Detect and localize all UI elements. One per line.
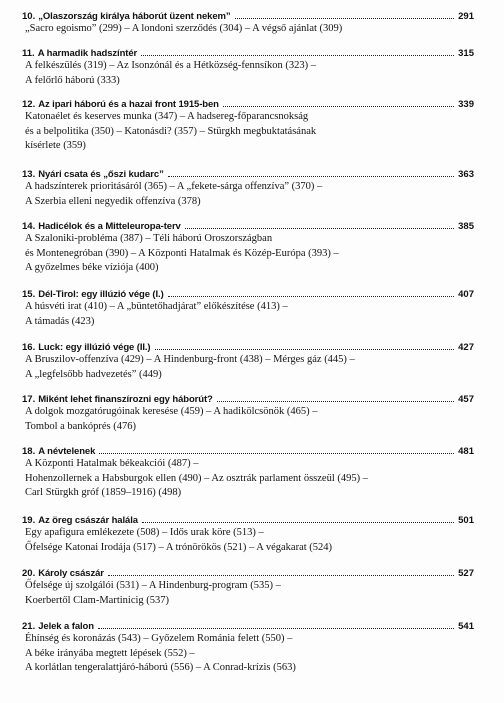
dot-leader <box>98 628 454 629</box>
dot-leader <box>185 228 454 229</box>
section-line: A felőrlő háború (333) <box>25 74 120 86</box>
toc-entry-12 <box>22 97 474 154</box>
chapter-number: 13. <box>22 169 36 180</box>
page-number: 363 <box>458 169 474 180</box>
toc-entry-19 <box>22 513 474 555</box>
section-line: A támadás (423) <box>25 315 95 327</box>
chapter-number: 14. <box>22 221 36 232</box>
section-line: A Szerbia elleni negyedik offenzíva (378) <box>25 195 201 207</box>
chapter-title: Hadicélok és a Mitteleuropa-terv <box>38 221 181 232</box>
chapter-title: „Olaszország királya háborút üzent nekem” <box>38 11 231 22</box>
chapter-number: 18. <box>22 446 36 457</box>
chapter-title: Dél-Tirol: egy illúzió vége (I.) <box>38 289 164 300</box>
dot-leader <box>168 296 455 297</box>
page-number: 291 <box>458 11 474 22</box>
toc-entry-heading <box>22 287 474 300</box>
chapter-title: Károly császár <box>38 568 104 579</box>
toc-entry-16 <box>22 340 474 382</box>
section-line: Egy apafigura emlékezete (508) – Idős urak köre (513) – <box>25 527 264 538</box>
section-line: A Központi Hatalmak békeakciói (487) – <box>25 458 199 469</box>
toc-entry-18 <box>22 444 474 501</box>
section-line: Tombol a bankóprés (476) <box>25 420 136 432</box>
dot-leader <box>155 349 455 350</box>
chapter-title: A névtelenek <box>38 446 96 457</box>
section-line: és Montenegróban (390) – A Központi Hatalmak és Közép-Európa (393) – <box>25 247 339 259</box>
toc-entry-heading <box>22 619 474 632</box>
toc-entry-heading <box>22 513 474 526</box>
toc-entry-15 <box>22 287 474 329</box>
toc-entry-heading <box>22 566 474 579</box>
dot-leader <box>235 18 455 19</box>
toc-entry-heading <box>22 340 474 353</box>
toc-entry-heading <box>22 167 474 180</box>
page-number: 315 <box>458 48 474 59</box>
dot-leader <box>99 453 454 454</box>
section-line: A korlátlan tengeralattjáró-háború (556) – A Conrad-krízis (563) <box>25 662 296 673</box>
toc-entry-heading <box>22 392 474 405</box>
chapter-number: 17. <box>22 394 36 405</box>
chapter-title: Miként lehet finanszírozni egy háborút? <box>38 394 213 405</box>
section-line: Őfelsége Katonai Irodája (517) – A trónörökös (521) – A végakarat (524) <box>25 541 333 553</box>
section-line: Éhínség és koronázás (543) – Győzelem Románia felett (550) – <box>25 633 293 644</box>
chapter-number: 15. <box>22 289 36 300</box>
dot-leader <box>142 522 454 523</box>
toc-entry-21 <box>22 619 474 676</box>
chapter-number: 16. <box>22 342 36 353</box>
section-line: A Szaloniki-probléma (387) – Téli háború Oroszországban <box>25 233 273 244</box>
toc-entry-heading <box>22 46 474 59</box>
section-line: és a belpolitika (350) – Katonásdi? (357) – Stürgkh megbuktatásának <box>25 125 317 137</box>
section-line: A béke irányába megtett lépések (552) – <box>25 647 195 659</box>
chapter-title: Nyári csata és „őszi kudarc” <box>38 169 164 180</box>
section-line: Hohenzollernek a Habsburgok ellen (490) – Az osztrák parlament összeül (495) – <box>25 472 368 484</box>
section-line: A dolgok mozgatórugóinak keresése (459) – A hadikölcsönök (465) – <box>25 406 318 417</box>
page-number: 541 <box>458 621 474 632</box>
chapter-title: Luck: egy illúzió vége (II.) <box>38 342 151 353</box>
chapter-number: 19. <box>22 515 36 526</box>
toc-entry-14 <box>22 219 474 276</box>
section-line: kísérlete (359) <box>25 140 86 151</box>
dot-leader <box>217 401 454 402</box>
section-line: Koerbertől Clam-Martinicig (537) <box>25 594 170 606</box>
dot-leader <box>108 575 454 576</box>
page-number: 407 <box>458 289 474 300</box>
dot-leader <box>223 106 454 107</box>
page-number: 385 <box>458 221 474 232</box>
chapter-number: 11. <box>22 48 35 59</box>
page-number: 457 <box>458 394 474 405</box>
section-line: Őfelsége új szolgálói (531) – A Hindenburg-program (535) – <box>25 580 281 591</box>
toc-entry-20 <box>22 566 474 608</box>
page-number: 339 <box>458 99 474 110</box>
section-line: A „legfelsőbb hadvezetés” (449) <box>25 368 162 380</box>
toc-entry-heading <box>22 444 474 457</box>
chapter-title: Az öreg császár halála <box>38 515 138 526</box>
chapter-number: 20. <box>22 568 36 579</box>
dot-leader <box>141 55 454 56</box>
page-number: 427 <box>458 342 474 353</box>
page-number: 527 <box>458 568 474 579</box>
chapter-number: 21. <box>22 621 36 632</box>
chapter-number: 10. <box>22 11 36 22</box>
section-line: A felkészülés (319) – Az Isonzónál és a Hétközség-fennsíkon (323) – <box>25 60 317 71</box>
chapter-title: Az ipari háború és a hazai front 1915-ben <box>38 99 219 110</box>
toc-entry-heading <box>22 219 474 232</box>
section-line: Carl Stürgkh gróf (1859–1916) (498) <box>25 487 182 498</box>
section-line: „Sacro egoismo” (299) – A londoni szerződés (304) – A végső ajánlat (309) <box>25 23 343 34</box>
dot-leader <box>168 176 454 177</box>
toc-entry-heading <box>22 97 474 110</box>
toc-entry-10 <box>22 9 474 37</box>
chapter-title: Jelek a falon <box>38 621 94 632</box>
section-line: A győzelmes béke víziója (400) <box>25 262 159 273</box>
section-line: A húsvéti irat (410) – A „büntetőhadjárat” előkészítése (413) – <box>25 301 288 312</box>
toc-entry-11 <box>22 46 474 88</box>
chapter-title: A harmadik hadszíntér <box>37 48 138 59</box>
section-line: A Bruszilov-offenzíva (429) – A Hindenburg-front (438) – Mérges gáz (445) – <box>25 354 355 365</box>
toc-entry-13 <box>22 167 474 209</box>
chapter-number: 12. <box>22 99 36 110</box>
page-number: 481 <box>458 446 474 457</box>
toc-entry-17 <box>22 392 474 434</box>
toc-entry-heading <box>22 9 474 22</box>
page-number: 501 <box>458 515 474 526</box>
section-line: A hadszínterek prioritásáról (365) – A „fekete-sárga offenzíva” (370) – <box>25 181 323 192</box>
section-line: Katonaélet és keserves munka (347) – A hadsereg-főparancsnokság <box>25 111 309 122</box>
